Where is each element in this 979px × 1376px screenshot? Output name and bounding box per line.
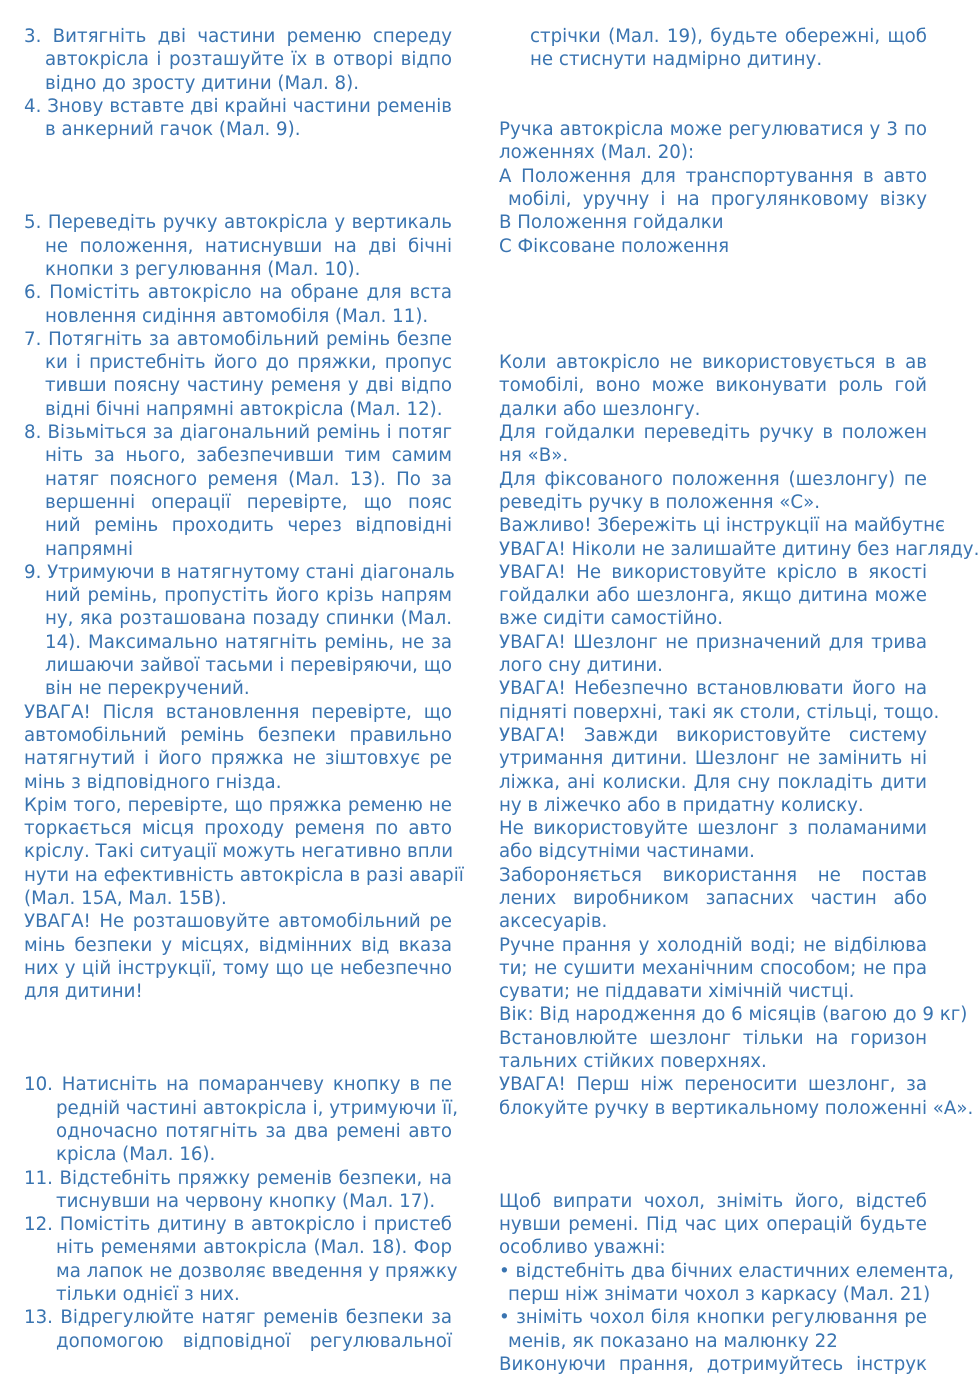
right-text-line: УВАГА! Шезлонг не призначений для трива xyxy=(499,631,927,653)
left-text-line: для дитини! xyxy=(24,981,143,1003)
right-text-line: Вік: Від народження до 6 місяців (вагою до 9 кг) xyxy=(499,1004,968,1026)
left-text-line: них у цій інструкції, тому що це небезпечно xyxy=(24,957,452,979)
left-text-line: УВАГА! Після встановлення перевірте, що xyxy=(24,701,452,723)
left-text-line: торкається місця проходу ременя по авто xyxy=(24,818,452,840)
right-text-line: утримання дитини. Шезлонг не замінить ні xyxy=(499,748,927,770)
left-text-line: крісла (Мал. 16). xyxy=(56,1144,216,1166)
right-text-line: • відстебніть два бічних еластичних елемента, xyxy=(499,1260,955,1282)
right-text-line: аксесуарів. xyxy=(499,911,608,933)
left-text-line: 13. Відрегулюйте натяг ременів безпеки за xyxy=(24,1307,452,1329)
right-text-line: вже сидіти самостійно. xyxy=(499,608,723,630)
left-text-line: 3. Витягніть дві частини ременю спереду xyxy=(24,26,452,47)
left-text-line: ний ремінь проходить через відповідні xyxy=(45,515,452,537)
right-text-line: томобілі, воно може виконувати роль гой xyxy=(499,375,927,397)
left-text-line: ніть за нього, забезпечивши тим самим xyxy=(45,445,452,467)
left-text-line: УВАГА! Не розташовуйте автомобільний ре xyxy=(24,911,452,933)
left-text-line: 12. Помістіть дитину в автокрісло і пристеб xyxy=(24,1214,452,1236)
right-text-line: Щоб випрати чохол, зніміть його, відстеб xyxy=(499,1190,927,1212)
left-text-line: кнопки з регулювання (Мал. 10). xyxy=(45,258,361,280)
left-text-line: мінь безпеки у місцях, відмінних від вказа xyxy=(24,934,452,956)
left-column xyxy=(24,25,464,1353)
right-text-line: ліжка, ані колиски. Для сну покладіть дити xyxy=(499,771,927,793)
right-text-line: менів, як показано на малюнку 22 xyxy=(508,1330,838,1352)
right-text-line: або відсутніми частинами. xyxy=(499,841,755,863)
right-text-line: ти; не сушити механічним способом; не пра xyxy=(499,957,927,979)
right-text-line: блокуйте ручку в вертикальному положенні «А». xyxy=(499,1097,974,1119)
left-spacer xyxy=(24,1003,452,1073)
left-text-line: нути на ефективність автокрісла в разі аварії xyxy=(24,864,464,886)
left-text-line: лишаючи зайвої тасьми і перевіряючи, що xyxy=(45,655,452,677)
left-text-line: не положення, натиснувши на дві бічні xyxy=(45,235,452,257)
right-spacer xyxy=(499,328,927,351)
right-text-line: УВАГА! Ніколи не залишайте дитину без нагляду. xyxy=(499,538,979,560)
left-text-line: 14). Максимально натягніть ремінь, не за xyxy=(45,631,452,653)
right-text-line: Не використовуйте шезлонг з поламаними xyxy=(499,818,927,840)
right-text-line: ложеннях (Мал. 20): xyxy=(499,142,695,164)
right-text-line: тальних стійких поверхнях. xyxy=(499,1051,767,1073)
right-text-line: ня «В». xyxy=(499,445,569,467)
left-text-line: ма лапок не дозволяє введення у пряжку xyxy=(56,1260,458,1282)
left-text-line: автокрісла і розташуйте їх в отворі відпо xyxy=(45,49,452,71)
right-text-line: Виконуючи прання, дотримуйтесь інструк xyxy=(499,1353,927,1375)
right-text-line: Важливо! Збережіть ці інструкції на майбутнє xyxy=(499,515,945,537)
left-text-line: ну, яка розташована позаду спинки (Мал. xyxy=(45,608,452,630)
left-text-line: одночасно потягніть за два ремені авто xyxy=(56,1120,452,1142)
right-text-line: реведіть ручку в положення «С». xyxy=(499,491,821,513)
left-text-line: мінь з відповідного гнізда. xyxy=(24,771,282,793)
left-text-line: 10. Натисніть на помаранчеву кнопку в пе xyxy=(24,1074,452,1096)
right-text-line: Встановлюйте шезлонг тільки на горизон xyxy=(499,1027,927,1049)
left-text-line: 6. Помістіть автокрісло на обране для вста xyxy=(24,282,452,304)
right-text-line: C Фіксоване положення xyxy=(499,235,730,257)
left-text-line: 4. Знову вставте дві крайні частини ременів xyxy=(24,95,452,117)
left-text-line: 11. Відстебніть пряжку ременів безпеки, на xyxy=(24,1167,452,1189)
left-text-line: натягнутий і його пряжка не зіштовхує ре xyxy=(24,748,452,770)
right-text-line: мобілі, уручну і на прогулянковому візку xyxy=(508,189,927,211)
right-text-line: не стиснути надмірно дитину. xyxy=(530,49,823,71)
left-text-line: ний ремінь, пропустіть його крізь напрям xyxy=(45,585,452,607)
left-text-line: автомобільний ремінь безпеки правильно xyxy=(24,724,452,746)
left-text-line: редній частині автокрісла і, утримуючи її, xyxy=(56,1097,458,1119)
right-text-line: УВАГА! Не використовуйте крісло в якості xyxy=(499,561,927,583)
left-text-line: допомогою відповідної регулювальної xyxy=(56,1330,452,1352)
left-spacer xyxy=(24,141,452,211)
right-text-line: стрічки (Мал. 19), будьте обережні, щоб xyxy=(530,26,927,47)
left-text-line: тивши поясну частину ременя у дві відпо xyxy=(45,375,452,397)
left-text-line: 7. Потягніть за автомобільний ремінь безпе xyxy=(24,328,452,350)
left-text-line: 9. Утримуючи в натягнутому стані діагональ xyxy=(24,561,455,583)
right-text-line: УВАГА! Небезпечно встановлювати його на xyxy=(499,678,927,700)
right-text-line: лого сну дитини. xyxy=(499,655,663,677)
left-text-line: відно до зросту дитини (Мал. 8). xyxy=(45,72,359,94)
right-text-line: A Положення для транспортування в авто xyxy=(499,165,927,187)
left-text-line: тільки однієї з них. xyxy=(56,1284,240,1306)
right-spacer xyxy=(499,1120,927,1190)
right-column xyxy=(499,25,979,1376)
right-text-line: Ручне прання у холодній воді; не відбілюва xyxy=(499,934,927,956)
right-spacer xyxy=(499,95,927,118)
right-text-line: особливо уважні: xyxy=(499,1237,666,1259)
right-text-line: Ручка автокрісла може регулюватися у 3 по xyxy=(499,119,927,141)
left-text-line: тиснувши на червону кнопку (Мал. 17). xyxy=(56,1190,436,1212)
right-text-line: Коли автокрісло не використовується в ав xyxy=(499,352,927,374)
right-spacer xyxy=(499,72,927,95)
left-text-line: 8. Візьміться за діагональний ремінь і потяг xyxy=(24,422,452,444)
left-text-line: кріслу. Такі ситуації можуть негативно впли xyxy=(24,841,454,863)
right-text-line: далки або шезлонгу. xyxy=(499,398,701,420)
right-text-line: сувати; не піддавати хімічній чистці. xyxy=(499,981,855,1003)
right-text-line: УВАГА! Перш ніж переносити шезлонг, за xyxy=(499,1074,927,1096)
right-text-line: лених виробником запасних частин або xyxy=(499,887,927,909)
right-spacer xyxy=(499,258,927,328)
left-text-line: новлення сидіння автомобіля (Мал. 11). xyxy=(45,305,429,327)
left-text-line: (Мал. 15А, Мал. 15В). xyxy=(24,887,227,909)
left-text-line: він не перекручений. xyxy=(45,678,250,700)
right-text-line: підняті поверхні, такі як столи, стільці, тощо. xyxy=(499,701,940,723)
right-text-line: перш ніж знімати чохол з каркасу (Мал. 21) xyxy=(508,1284,931,1306)
left-text-line: ніть ременями автокрісла (Мал. 18). Фор xyxy=(56,1237,452,1259)
right-text-line: гойдалки або шезлонга, якщо дитина може xyxy=(499,585,927,607)
left-text-line: Крім того, перевірте, що пряжка ременю не xyxy=(24,794,452,816)
left-text-line: в анкерний гачок (Мал. 9). xyxy=(45,119,301,141)
right-text-line: УВАГА! Завжди використовуйте систему xyxy=(499,724,927,746)
right-text-line: Забороняється використання не постав xyxy=(499,864,927,886)
left-text-line: напрямні xyxy=(45,538,134,560)
right-text-line: ну в ліжечко або в придатну колиску. xyxy=(499,794,864,816)
right-text-line: Для гойдалки переведіть ручку в положен xyxy=(499,422,927,444)
right-text-line: B Положення гойдалки xyxy=(499,212,724,234)
right-text-line: • зніміть чохол біля кнопки регулювання ре xyxy=(499,1307,927,1329)
right-text-line: нувши ремені. Під час цих операцій будьте xyxy=(499,1214,927,1236)
left-text-line: ки і пристебніть його до пряжки, пропус xyxy=(45,352,452,374)
left-text-line: 5. Переведіть ручку автокрісла у вертикаль xyxy=(24,212,452,234)
left-text-line: вершенні операції перевірте, що пояс xyxy=(45,491,452,513)
right-text-line: Для фіксованого положення (шезлонгу) пе xyxy=(499,468,927,490)
left-text-line: натяг поясного ременя (Мал. 13). По за xyxy=(45,468,452,490)
left-text-line: відні бічні напрямні автокрісла (Мал. 12). xyxy=(45,398,443,420)
